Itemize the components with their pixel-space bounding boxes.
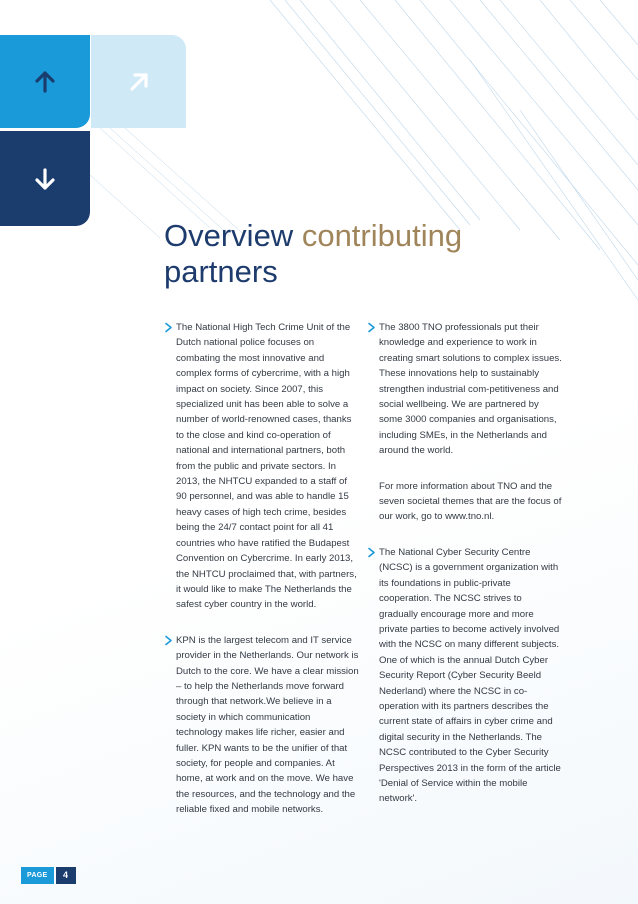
paragraph-kpn	[164, 633, 359, 818]
page-number: 4	[56, 867, 76, 884]
page-number-badge	[21, 867, 76, 884]
paragraph-nhtcu	[164, 320, 359, 613]
arrow-down-icon	[32, 166, 58, 192]
title-main: Overview	[164, 218, 294, 253]
paragraph-text: The National Cyber Security Centre (NCSC) is a government organization with its foundations in public-private cooperation. The NCSC strives to gradually encourage more and more private parties to become actively involved with the NCSC on many different subjects. One of which is the annual Dutch Cyber Security Report (Cyber Security Beeld Nederland) where the NCSC in co-operation with its partners describes the current state of affairs in cyber crime and digital security in the Netherlands. The NCSC contributed to the Cyber Security Perspectives 2013 in the form of the article 'Denial of Service within the mobile network'.	[379, 546, 561, 805]
page-label: PAGE	[21, 867, 54, 884]
left-column	[164, 320, 359, 838]
paragraph-text: The 3800 TNO professionals put their knowledge and experience to work in creating smart solutions to complex issues. These innovations help to sustainably strengthen industrial com-petitiveness and social wellbeing. We are partnered by some 3000 companies and organisations, including SMEs, in the Netherlands and around the world.	[379, 322, 562, 457]
chevron-right-icon	[164, 633, 174, 648]
paragraph-tno	[367, 320, 562, 459]
page-title	[164, 218, 584, 290]
chevron-right-icon	[367, 545, 377, 560]
title-accent: contributing	[301, 218, 463, 253]
arrow-down-tile	[0, 131, 90, 226]
arrow-up-icon	[32, 69, 58, 95]
title-line2: partners	[164, 254, 278, 289]
chevron-right-icon	[164, 320, 174, 335]
arrow-up-right-icon	[126, 69, 152, 95]
paragraph-text: For more information about TNO and the seven societal themes that are the focus of our work, go to www.tno.nl.	[379, 480, 562, 523]
arrow-up-tile	[0, 35, 90, 128]
arrow-diagonal-tile	[91, 35, 186, 128]
paragraph-text: KPN is the largest telecom and IT service provider in the Netherlands. Our network is Dutch to the core. We have a clear mission – to help the Netherlands move forward through that network.We believe in a society in which communication technology makes life richer, easier and fuller. KPN wants to be the unifier of that society, for people and companies. At home, at work and on the move. We have the resources, and the technology and the reliable fixed and mobile networks.	[176, 634, 359, 816]
chevron-right-icon	[367, 320, 377, 335]
paragraph-text: The National High Tech Crime Unit of the Dutch national police focuses on combating the most innovative and complex forms of cybercrime, with a high impact on society. Since 2007, this specialized unit has been able to solve a number of world-renowned cases, thanks to the close and kind co-operation of national and international partners, both from the public and private sectors. In 2013, the NHTCU expanded to a staff of 90 personnel, and was able to handle 15 heavy cases of high tech crime, besides being the 24/7 contact point for all 41 countries who have ratified the Budapest Convention on Cybercrime. In early 2013, the NHTCU proclaimed that, with partners, it would like to make The Netherlands the safest cyber country in the world.	[176, 322, 357, 611]
paragraph-ncsc	[367, 545, 562, 807]
paragraph-tno-info	[367, 479, 562, 525]
right-column	[367, 320, 562, 827]
